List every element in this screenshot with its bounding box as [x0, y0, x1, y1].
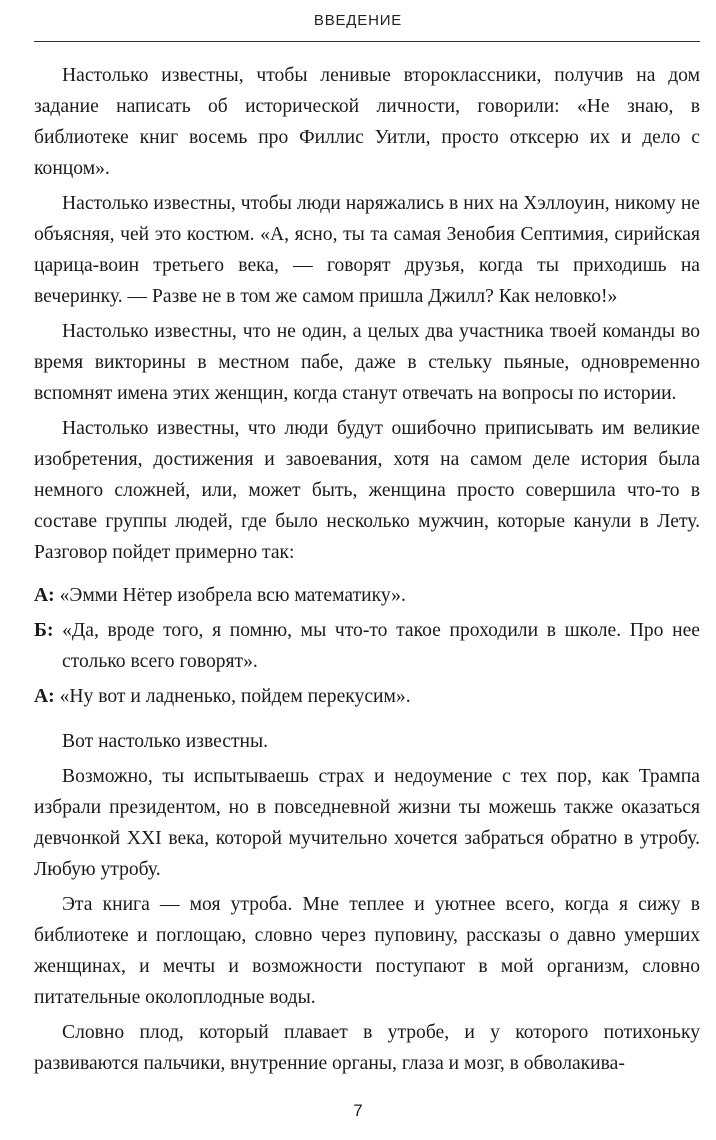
dialogue-text: «Ну вот и ладненько, пойдем перекусим».: [54, 686, 411, 707]
dialogue-text: «Эмми Нётер изобрела всю математику».: [54, 585, 406, 606]
header-rule: [34, 41, 700, 42]
dialogue-speaker: Б:: [34, 620, 54, 641]
running-header: ВВЕДЕНИЕ: [313, 12, 403, 29]
dialogue-line: [34, 580, 700, 611]
dialogue-text: «Да, вроде того, я помню, мы что-то такое проходили в школе. Про нее столько всего говорят».: [53, 620, 700, 672]
paragraph: Настолько известны, чтобы люди наряжались в них на Хэллоуин, никому не объясняя, чей это костюм. «А, ясно, ты та самая Зенобия Септимия, сирийская царица-воин третьего века, — говорят друзья, когда ты приходишь на вечеринку. — Разве не в том же самом пришла Джилл? Как неловко!»: [34, 193, 700, 307]
paragraph: Вот настолько известны.: [62, 731, 269, 752]
dialogue-speaker: А:: [34, 585, 55, 606]
page-number: 7: [353, 1101, 363, 1120]
body-text: [34, 60, 700, 1083]
paragraph: Словно плод, который плавает в утробе, и у которого потихоньку развиваются пальчики, внутренние органы, глаза и мозг, в обволакива-: [34, 1022, 700, 1074]
paragraph: Настолько известны, что люди будут ошибочно приписывать им великие изобретения, достижения и завоевания, хотя на самом деле история была немного сложней, или, может быть, женщина просто совершила что-то в составе группы людей, где было несколько мужчин, которые канули в Лету. Разговор пойдет примерно так:: [34, 418, 700, 563]
paragraph: Настолько известны, чтобы ленивые второклассники, получив на дом задание написать об исторической личности, говорили: «Не знаю, в библиотеке книг восемь про Филлис Уитли, просто отксерю их и дело с концом».: [34, 65, 700, 179]
paragraph: Настолько известны, что не один, а целых два участника твоей команды во время викторины в местном пабе, даже в стельку пьяные, одновременно вспомнят имена этих женщин, когда станут отвечать на вопросы по истории.: [34, 321, 700, 404]
dialogue-line: [34, 615, 700, 677]
dialogue-speaker: А:: [34, 686, 55, 707]
dialogue-block: [34, 580, 700, 712]
dialogue-line: [34, 681, 700, 712]
paragraph: Эта книга — моя утроба. Мне теплее и уютнее всего, когда я сижу в библиотеке и поглощаю, словно через пуповину, рассказы о давно умерших женщинах, и мечты и возможности поступают в мой организм, словно питательные околоплодные воды.: [34, 894, 700, 1008]
paragraph: Возможно, ты испытываешь страх и недоумение с тех пор, как Трампа избрали президентом, но в повседневной жизни ты можешь также оказаться девчонкой XXI века, которой мучительно хочется забраться обратно в утробу. Любую утробу.: [34, 766, 700, 880]
